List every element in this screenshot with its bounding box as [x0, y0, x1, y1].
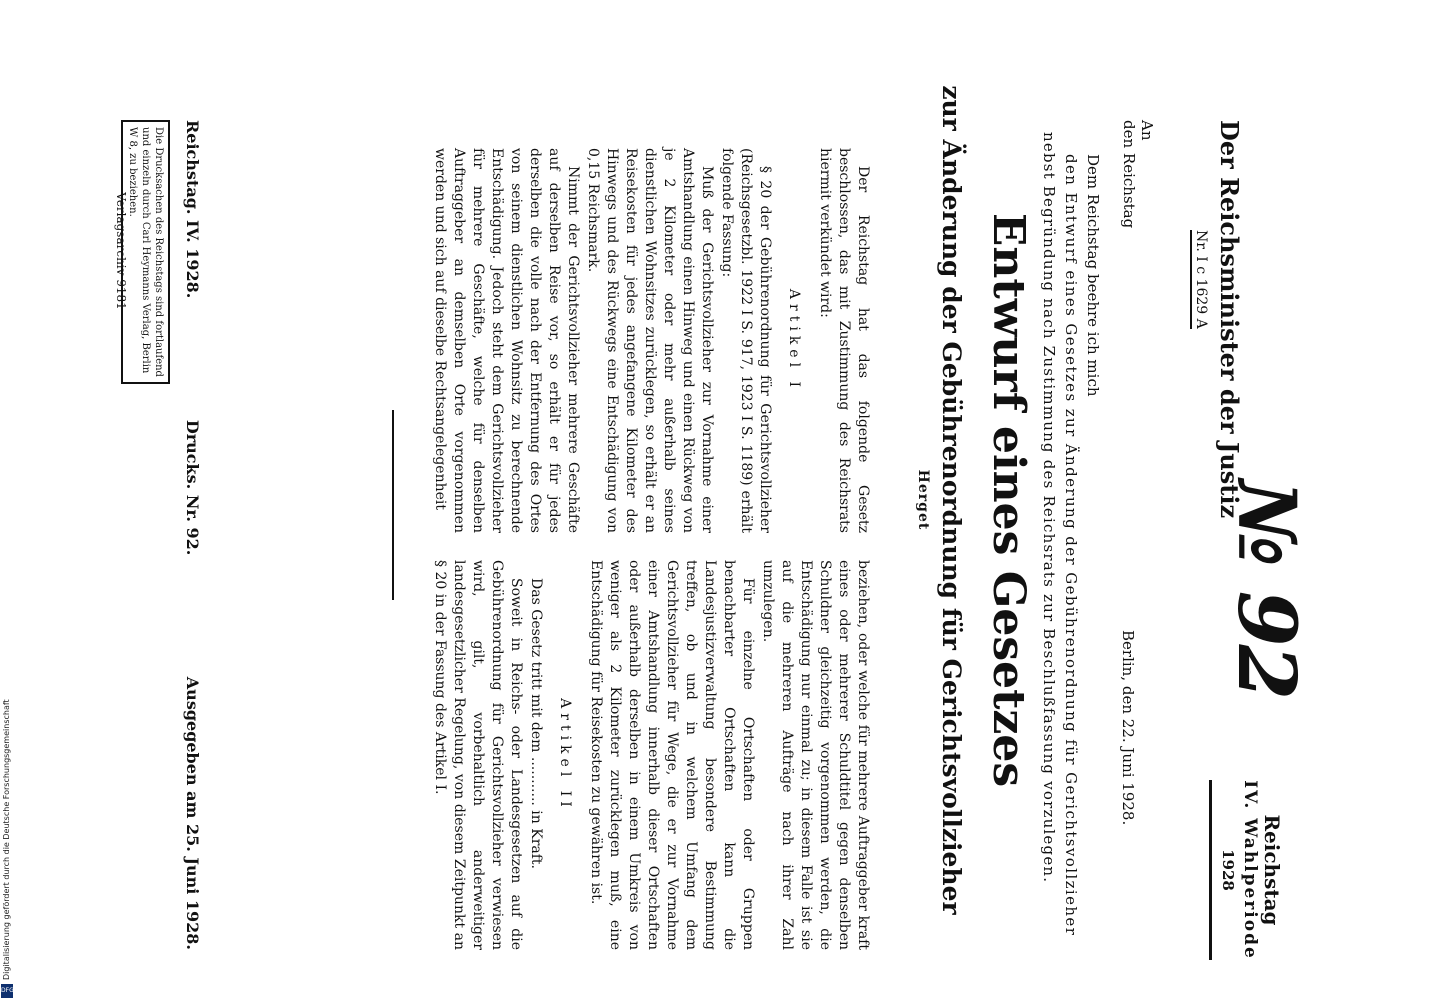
intro-line: nebst Begründung nach Zustimmung des Reichsrats zur Beschlußfassung vorzulegen. [1040, 132, 1058, 884]
footer-drucksache: Drucks. Nr. 92. [183, 419, 202, 556]
article-paragraph: Das Gesetz tritt mit dem ........... in Kraft. [528, 578, 544, 869]
sender: Der Reichsminister der Justiz [1215, 120, 1244, 519]
intro-line: den Entwurf eines Gesetzes zur Änderung der Gebührenordnung für Gerichtsvollzieher [1062, 154, 1080, 937]
footer-issued: Ausgegeben am 25. Juni 1928. [183, 676, 202, 950]
dfg-logo: DFG [1, 984, 13, 998]
left-column [429, 148, 872, 533]
article-heading: Artikel II [557, 698, 573, 812]
right-column [429, 560, 872, 950]
header-rule [1209, 780, 1212, 960]
signature: Herget [915, 469, 931, 531]
article-paragraph: beziehen, oder welche für mehrere Auftraggeber kraft eines oder mehrerer Schuldtitel gegen denselben Schuldner gleichzeitig vorgenommen werden, die Entschädigung nur einmal zu; in diesem Falle ist sie auf die mehreren Aufträge nach ihrer Zahl umzulegen. [760, 560, 871, 950]
section-divider [392, 410, 394, 600]
article-heading: Artikel I [786, 288, 802, 393]
article-paragraph: Soweit in Reichs- oder Landesgesetzen auf die Gebührenordnung für Gerichtsvollzieher verwiesen wird, gilt, vorbehaltlich anderweitiger landesgesetzlicher Regelung, von diesem Zeitpunkt an § 20 in der Fassung des Artikel I. [432, 560, 524, 950]
article-paragraph: Für einzelne Ortschaften oder Gruppen benachbarter Ortschaften kann die Landesjustizverwaltung besondere Bestimmung treffen, ob und in welchem Umfang dem Gerichtsvollzieher für Wege, die er zur Vornahme einer Amtshandlung innerhalb dieser Ortschaften oder außerhalb derselben in einem Umkreis von weniger als 2 Kilometer zurücklegen muß, eine Entschädigung für Reisekosten zu gewähren ist. [588, 560, 756, 950]
addressee-line-1: An [1138, 120, 1156, 141]
document-number: № 92 [1220, 480, 1314, 699]
year-label: 1928 [1219, 849, 1237, 891]
addressee-line-2: den Reichstag [1120, 120, 1138, 229]
publisher-note: Die Drucksachen des Reichstags sind fortlaufend und einzeln durch Carl Heymanns Verlag, Berlin W 8, zu beziehen. [121, 120, 170, 384]
intro-line: Dem Reichstag beehre ich mich [1084, 154, 1102, 397]
bill-title: Entwurf eines Gesetzes [983, 212, 1034, 788]
footer-reichstag: Reichstag. IV. 1928. [183, 120, 202, 299]
archive-number: Verlagsarchiv 9181 [114, 192, 128, 310]
place-date: Berlin, den 22. Juni 1928. [1119, 630, 1137, 826]
article-paragraph: Muß der Gerichtsvollzieher zur Vornahme einer Amtshandlung einen Hinweg und einen Rückweg von je 2 Kilometer oder mehr außerhalb seines dienstlichen Wohnsitzes zurücklegen, so erhält er an Reisekosten für jedes angefangene Kilometer des Hinwegs und des Rückwegs eine Entschädigung von 0,15 Reichsmark. [585, 148, 715, 533]
digitization-credit [0, 600, 14, 1000]
article-paragraph: Nimmt der Gerichtsvollzieher mehrere Geschäfte auf derselben Reise vor, so erhält er für jedes derselben die volle nach der Entfernung des Ortes von seinem dienstlichen Wohnsitz zu berechnende Entschädigung. Jedoch steht dem Gerichtsvollzieher für mehrere Geschäfte, welche für denselben Auftraggeber an demselben Orte vorgenommen werden und sich auf dieselbe Rechtsangelegenheit [432, 148, 581, 533]
preamble: Der Reichstag hat das folgende Gesetz beschlossen, das mit Zustimmung des Reichsrats hiermit verkündet wird: [817, 148, 871, 533]
article-paragraph: § 20 der Gebührenordnung für Gerichtsvollzieher (Reichsgesetzbl. 1922 I S. 917, 1923 I S. 1189) erhält folgende Fassung: [719, 148, 773, 533]
reichstag-label: Reichstag [1260, 814, 1284, 926]
sender-reference-number: Nr. I c 1629 A [1190, 230, 1209, 329]
bill-subtitle: zur Änderung der Gebührenordnung für Gerichtsvollzieher [937, 85, 966, 915]
wahlperiode-label: IV. Wahlperiode [1240, 780, 1260, 960]
cover-letter-text [1038, 132, 1104, 972]
print-footer [183, 120, 202, 950]
credit-text: Digitalisierung gefördert durch die Deutsche Forschungsgemeinschaft [2, 699, 11, 980]
